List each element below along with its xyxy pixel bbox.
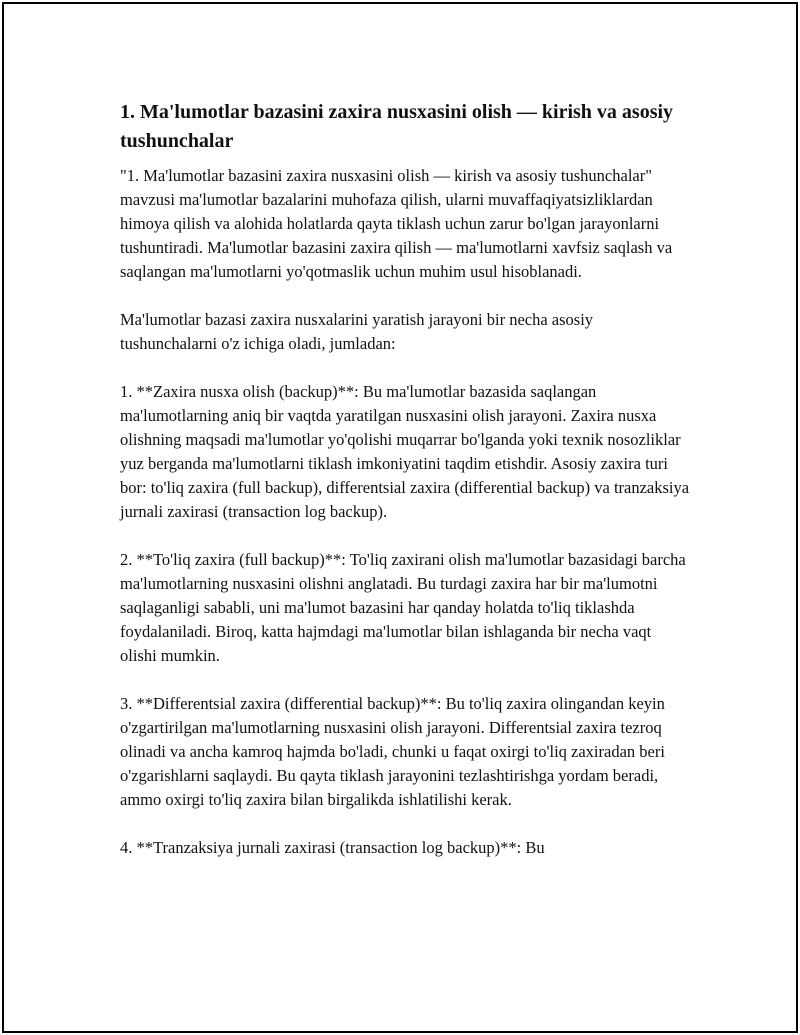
paragraph-transaction-log-backup: 4. **Tranzaksiya jurnali zaxirasi (transaction log backup)**: Bu [120,838,545,857]
document-body [120,98,690,884]
paragraph-differential-backup: 3. **Differentsial zaxira (differential backup)**: Bu to'liq zaxira olingandan keyin o'zgartirilgan ma'lumotlarning nusxasini olish jarayoni. Differentsial zaxira tezroq olinadi va ancha kamroq hajmda bo'ladi, chunki u faqat oxirgi to'liq zaxiradan beri o'zgarishlarni saqlaydi. Bu qayta tiklash jarayonini tezlashtirishga yordam beradi, ammo oxirgi to'liq zaxira bilan birgalikda ishlatilishi kerak. [120,694,665,809]
paragraph-concepts-lead: Ma'lumotlar bazasi zaxira nusxalarini yaratish jarayoni bir necha asosiy tushunchalarni o'z ichiga oladi, jumladan: [120,310,594,353]
paragraph-full-backup: 2. **To'liq zaxira (full backup)**: To'liq zaxirani olish ma'lumotlar bazasidagi barcha ma'lumotlarning nusxasini olishni anglatadi. Bu turdagi zaxira har bir ma'lumotni saqlaganligi sababli, uni ma'lumot bazasini har qanday holatda to'liq tiklashda foydalaniladi. Biroq, katta hajmdagi ma'lumotlar bilan ishlaganda bir necha vaqt olishi mumkin. [120,550,686,665]
page-frame [2,2,798,1033]
document-title: 1. Ma'lumotlar bazasini zaxira nusxasini olish — kirish va asosiy tushunchalar [120,101,674,152]
paragraph-intro: "1. Ma'lumotlar bazasini zaxira nusxasini olish — kirish va asosiy tushunchalar" mavzusi ma'lumotlar bazalarini muhofaza qilish, ularni muvaffaqiyatsizliklardan himoya qilish va alohida holatlarda qayta tiklash uchun zarur bo'lgan jarayonlarni tushuntiradi. Ma'lumotlar bazasini zaxira qilish — ma'lumotlarni xavfsiz saqlash va saqlangan ma'lumotlarni yo'qotmaslik uchun muhim usul hisoblanadi. [120,166,673,281]
paragraph-backup: 1. **Zaxira nusxa olish (backup)**: Bu ma'lumotlar bazasida saqlangan ma'lumotlarning aniq bir vaqtda yaratilgan nusxasini olish jarayoni. Zaxira nusxa olishning maqsadi ma'lumotlar yo'qolishi muqarrar bo'lganda yoki texnik nosozliklar yuz berganda ma'lumotlarni tiklash imkoniyatini taqdim etishdir. Asosiy zaxira turi bor: to'liq zaxira (full backup), differentsial zaxira (differential backup) va tranzaksiya jurnali zaxirasi (transaction log backup). [120,382,690,521]
